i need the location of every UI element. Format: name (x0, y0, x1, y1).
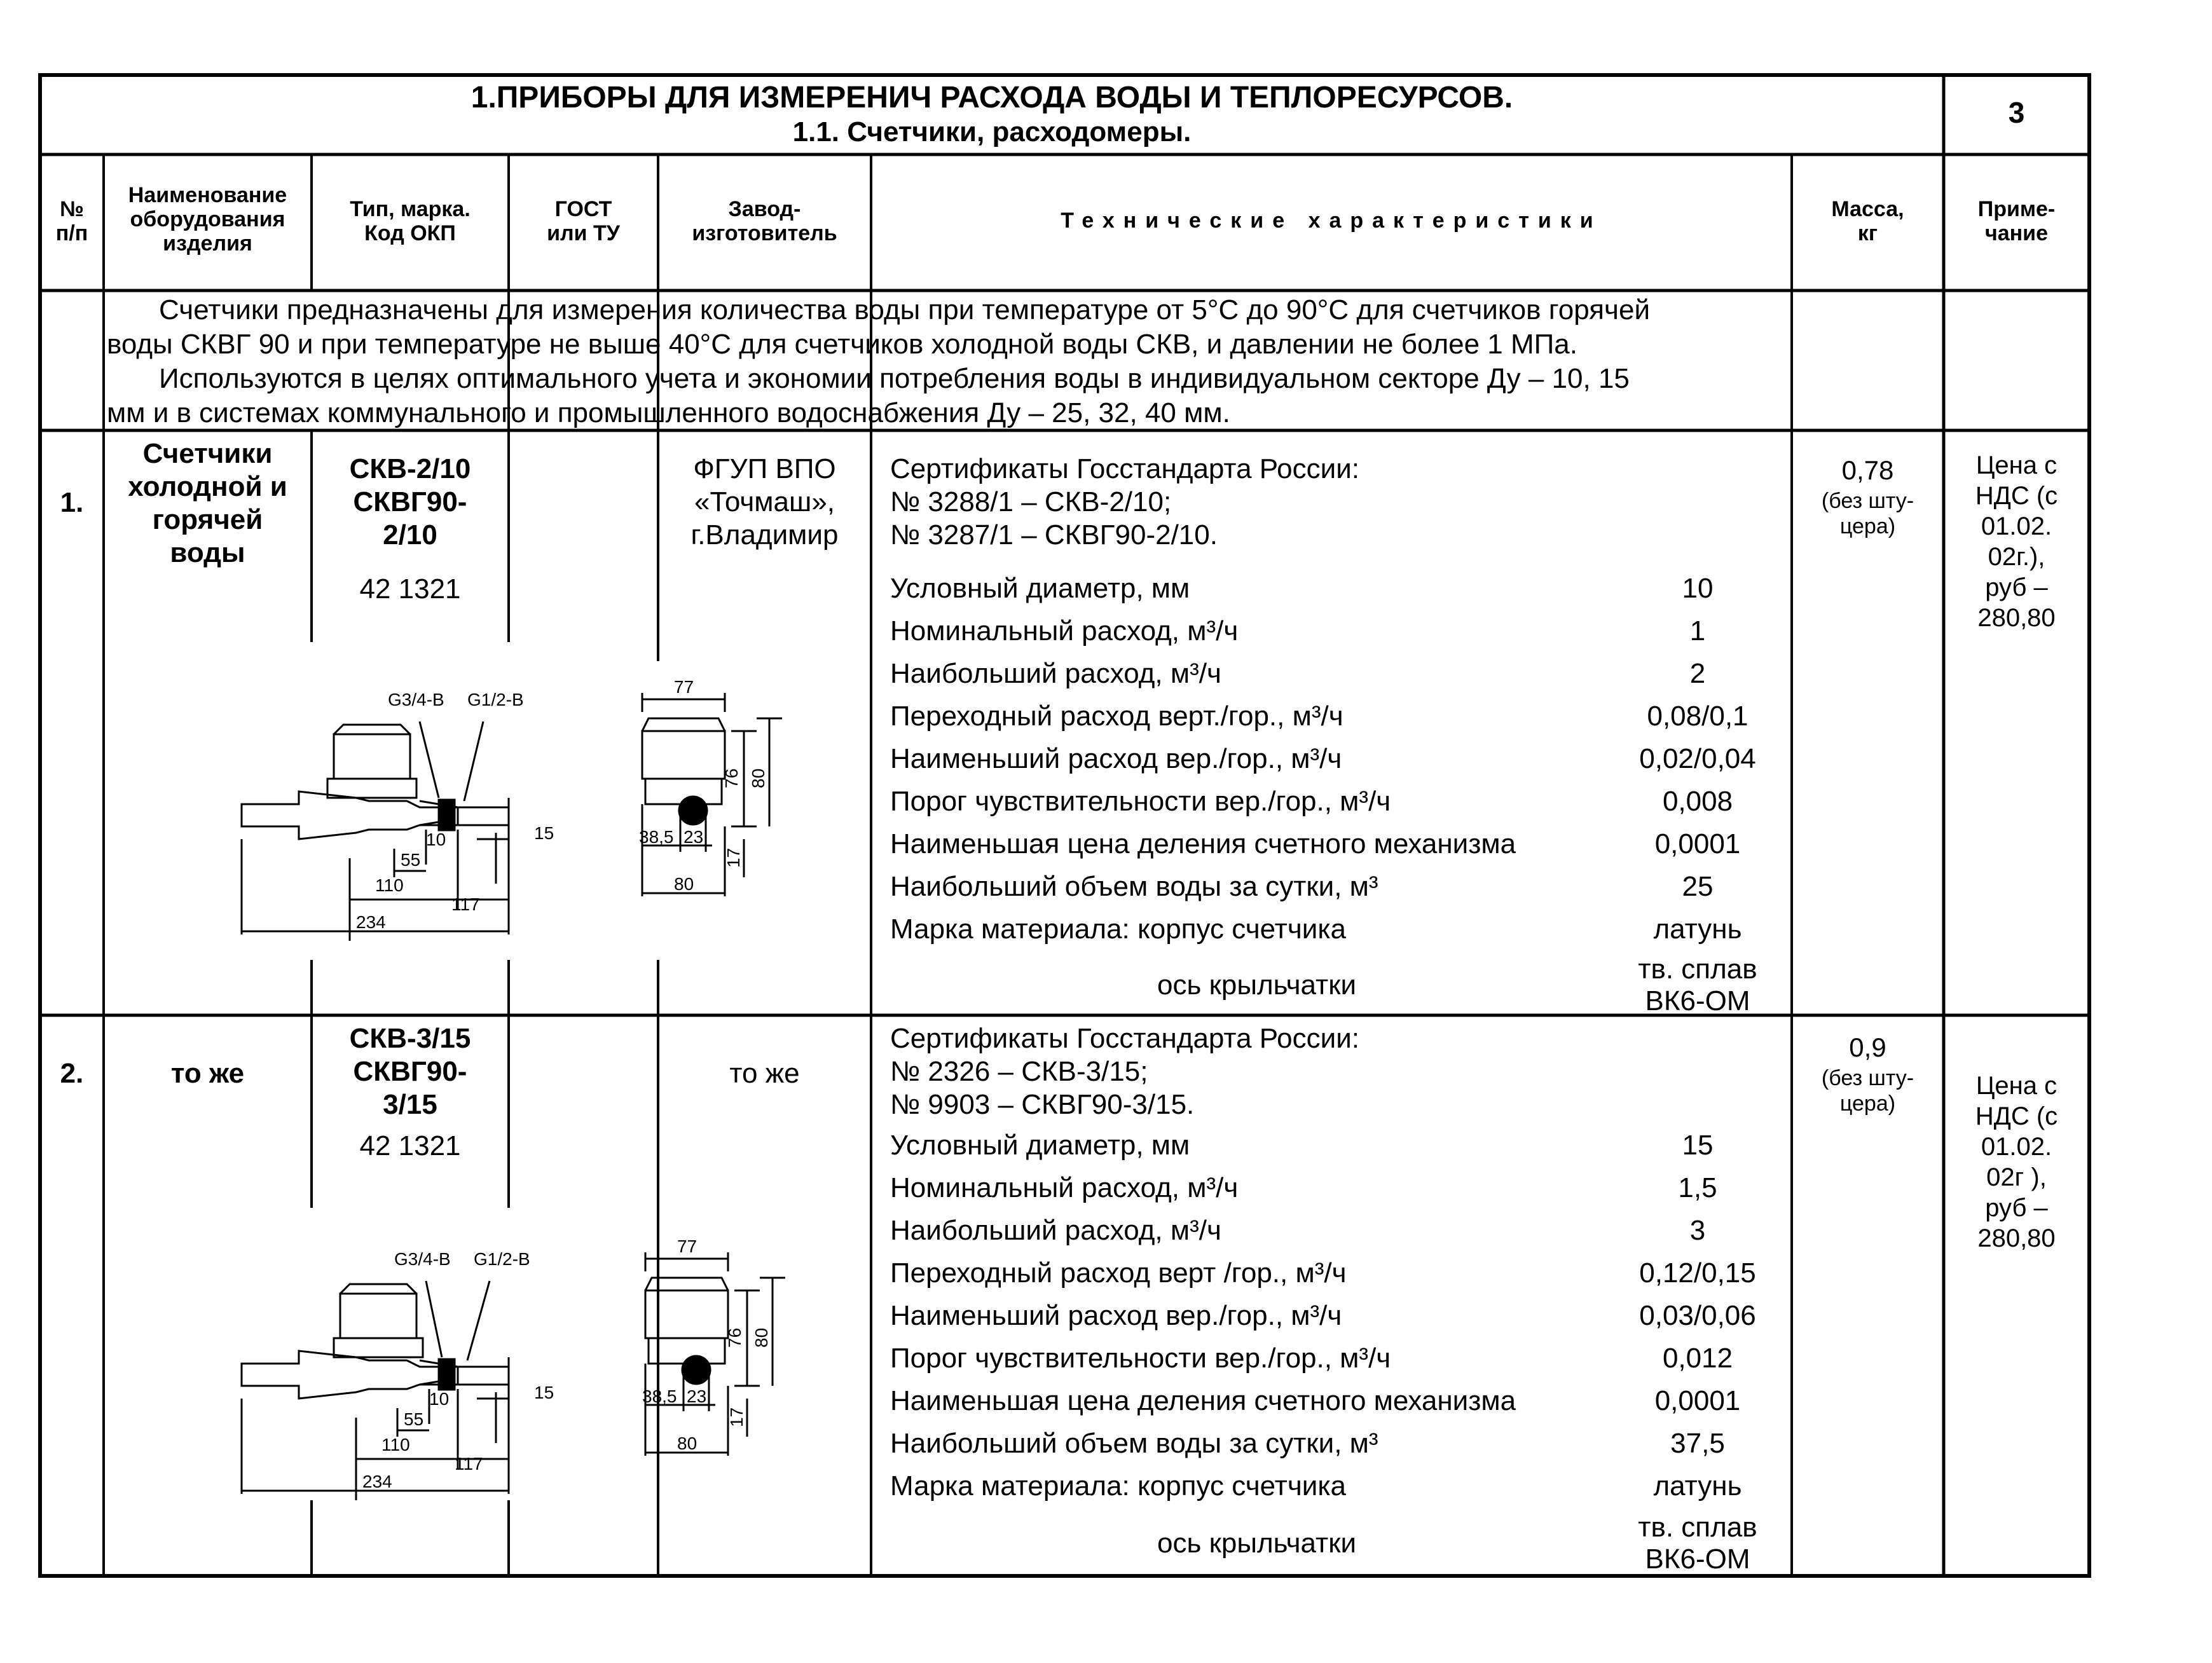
document-title: 1.ПРИБОРЫ ДЛЯ ИЗМЕРЕНИЧ РАСХОДА ВОДЫ И ТЕПЛОРЕСУРСОВ. (471, 81, 1513, 114)
dimension-label: 117 (455, 1454, 483, 1474)
col-header-tech: Технические характеристики (1061, 209, 1602, 233)
okp-code: 42 1321 (359, 573, 461, 605)
col-header-mass: Масса, кг (1831, 197, 1904, 245)
dimension-label: 17 (724, 847, 743, 868)
manufacturer: то же (729, 1058, 800, 1089)
axis-material: тв. сплав ВК6-ОМ (1638, 954, 1757, 1016)
spec-row: Марка материала: корпус счетчика латунь (890, 914, 1742, 945)
page-number: 3 (2008, 96, 2025, 129)
dimension-label: 23 (687, 1386, 707, 1406)
document-subtitle: 1.1. Счетчики, расходомеры. (792, 116, 1192, 147)
spec-row: Наименьший расход вер./гор., м³/ч 0,03/0,06 (890, 1300, 1756, 1331)
dimension-label: 17 (727, 1407, 746, 1427)
spec-list (890, 1129, 1780, 1512)
axis-label: ось крыльчатки (1157, 969, 1357, 1001)
intro-line-3: Используются в целях оптимального учета и экономии потребления воды в индивидуальном секторе Ду – 10, 15 (159, 363, 1630, 394)
spec-row: Условный диаметр, мм 10 (890, 573, 1714, 604)
okp-code: 42 1321 (359, 1130, 461, 1161)
product-type: СКВ-3/15 СКВГ90- 3/15 (349, 1023, 471, 1120)
spec-row: Переходный расход верт./гор., м³/ч 0,08/0,1 (890, 701, 1748, 732)
dimension-label: 117 (451, 894, 480, 914)
dimension-label: 76 (725, 1327, 745, 1348)
dimension-label: 77 (674, 677, 694, 697)
spec-row: Условный диаметр, мм 15 (890, 1130, 1714, 1161)
spec-row: Наибольший расход, м³/ч 2 (890, 658, 1706, 689)
dimension-label: 38,5 (642, 1386, 677, 1406)
dimension-label: 77 (677, 1236, 697, 1256)
axis-material: тв. сплав ВК6-ОМ (1638, 1512, 1757, 1575)
axis-label: ось крыльчатки (1157, 1528, 1357, 1559)
certificates: Сертификаты Госстандарта России: № 2326 – СКВ-3/15; № 9903 – СКВГ90-3/15. (890, 1023, 1360, 1120)
col-header-type: Тип, марка. Код ОКП (350, 197, 471, 245)
dimension-label: 80 (752, 1327, 771, 1348)
dimension-label: 15 (534, 823, 554, 843)
mass-note: (без шту- цера) (1821, 1066, 1914, 1116)
col-header-maker: Завод- изготовитель (692, 197, 837, 245)
dimension-label: 80 (677, 1434, 697, 1453)
col-header-gost: ГОСТ или ТУ (547, 197, 620, 245)
manufacturer: ФГУП ВПО «Точмаш», г.Владимир (690, 453, 839, 551)
thread-label: G1/2-B (467, 690, 524, 709)
mass-value: 0,78 (1841, 455, 1894, 485)
product-type: СКВ-2/10 СКВГ90- 2/10 (349, 453, 471, 551)
spec-row: Переходный расход верт /гор., м³/ч 0,12/0,15 (890, 1257, 1756, 1289)
col-header-num: № п/п (55, 197, 88, 245)
spec-row: Порог чувствительности вер./гор., м³/ч 0,012 (890, 1343, 1733, 1374)
spec-row: Наименьшая цена деления счетного механизма 0,0001 (890, 1385, 1741, 1416)
mass-value: 0,9 (1849, 1032, 1886, 1062)
dimension-label: 110 (375, 875, 404, 895)
intro-line-1: Счетчики предназначены для измерения количества воды при температуре от 5°С до 90°С для счетчиков горячей (159, 294, 1651, 325)
meter-drawing (229, 1233, 865, 1513)
spec-row: Наибольший расход, м³/ч 3 (890, 1215, 1706, 1246)
spec-row: Наибольший объем воды за сутки, м³ 37,5 (890, 1428, 1725, 1459)
spec-row: Марка материала: корпус счетчика латунь (890, 1470, 1742, 1502)
price-note: Цена с НДС (с 01.02. 02г.), руб – 280,80 (1975, 451, 2058, 632)
row-number: 1. (60, 487, 84, 518)
dimension-label: 10 (429, 1389, 450, 1409)
row-number: 2. (60, 1058, 84, 1089)
thread-label: G3/4-B (394, 1249, 451, 1269)
intro-line-2: воды СКВГ 90 и при температуре не выше 40°С для счетчиков холодной воды СКВ, и давлении не более 1 МПа. (107, 329, 1577, 360)
spec-list (890, 572, 1780, 955)
spec-row: Наименьшая цена деления счетного механизма 0,0001 (890, 828, 1741, 859)
mass-note: (без шту- цера) (1821, 489, 1914, 538)
dimension-label: 80 (748, 768, 768, 788)
dimension-label: 234 (356, 912, 386, 932)
spec-row: Номинальный расход, м³/ч 1,5 (890, 1172, 1717, 1203)
dimension-label: 80 (674, 874, 694, 894)
col-header-name: Наименование оборудования изделия (128, 183, 287, 256)
price-note: Цена с НДС (с 01.02. 02г ), руб – 280,80 (1975, 1072, 2058, 1252)
col-header-note: Приме- чание (1977, 197, 2056, 245)
spec-row: Наименьший расход вер./гор., м³/ч 0,02/0,04 (890, 743, 1756, 774)
product-name: то же (170, 1058, 245, 1089)
certificates: Сертификаты Госстандарта России: № 3288/1 – СКВ-2/10; № 3287/1 – СКВГ90-2/10. (890, 453, 1360, 551)
product-name: Счетчики холодной и горячей воды (128, 438, 287, 568)
dimension-label: 23 (684, 827, 704, 847)
dimension-label: 10 (426, 830, 446, 849)
spec-row: Номинальный расход, м³/ч 1 (890, 615, 1706, 647)
dimension-label: 38,5 (639, 827, 674, 847)
dimension-label: 15 (534, 1383, 554, 1402)
intro-line-4: мм и в системах коммунального и промышленного водоснабжения Ду – 25, 32, 40 мм. (107, 397, 1230, 428)
thread-label: G1/2-B (474, 1249, 530, 1269)
spec-row: Наибольший объем воды за сутки, м³ 25 (890, 871, 1714, 902)
meter-drawing (229, 674, 865, 954)
dimension-label: 55 (401, 850, 421, 870)
thread-label: G3/4-B (388, 690, 444, 709)
spec-row: Порог чувствительности вер./гор., м³/ч 0,008 (890, 786, 1733, 817)
dimension-label: 110 (381, 1435, 410, 1454)
dimension-label: 76 (722, 768, 741, 788)
dimension-label: 234 (362, 1472, 392, 1491)
dimension-label: 55 (404, 1409, 424, 1429)
